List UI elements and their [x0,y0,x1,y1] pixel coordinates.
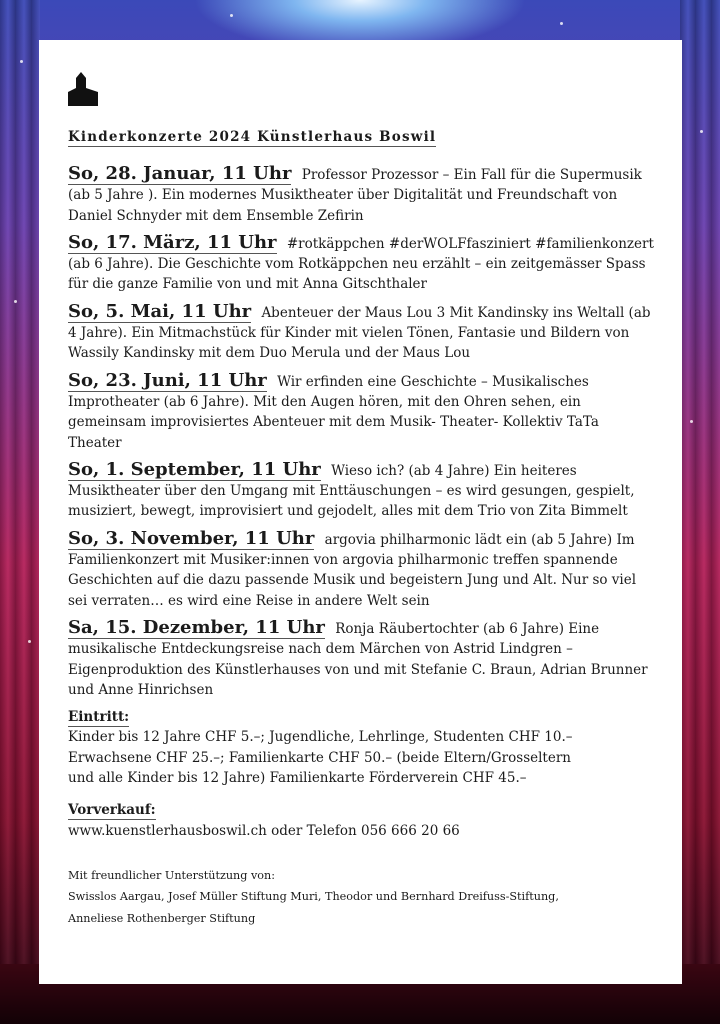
sparkle [700,130,703,133]
event-item [68,370,654,453]
sparkle [14,300,17,303]
admission-line: Erwachsene CHF 25.–; Familienkarte CHF 50.– (beide Eltern/Grosseltern [68,749,571,766]
event-item [68,232,654,295]
building-logo-icon [68,72,98,106]
program-card [39,40,682,984]
presale-section [68,800,654,841]
event-date: So, 17. März, 11 Uhr [68,231,277,253]
sponsors-title: Mit freundlicher Unterstützung von: [68,868,276,882]
sparkle [230,14,233,17]
event-date: So, 28. Januar, 11 Uhr [68,163,292,184]
event-item [68,528,654,611]
sparkle [560,22,563,25]
event-item [68,163,654,226]
page-title: Kinderkonzerte 2024 Künstlerhaus Boswil [68,129,437,145]
event-item [68,617,654,700]
presale-contact-link[interactable]: www.kuenstlerhausboswil.ch oder Telefon 056 666 20 66 [68,822,460,839]
sparkle [20,60,23,63]
sponsors-line: Swisslos Aargau, Josef Müller Stiftung Muri, Theodor und Bernhard Dreifuss-Stiftung, [68,890,559,904]
event-item [68,459,654,522]
event-date: So, 23. Juni, 11 Uhr [68,369,267,391]
sponsors-line: Anneliese Rothenberger Stiftung [68,911,256,925]
event-date: So, 3. November, 11 Uhr [68,527,315,549]
admission-section [68,707,654,788]
admission-line: und alle Kinder bis 12 Jahre) Familienkarte Förderverein CHF 45.– [68,770,527,787]
curtain-left [0,0,40,1024]
curtain-right [680,0,720,1024]
event-item [68,301,654,364]
admission-label: Eintritt: [68,709,130,726]
event-description: #rotkäppchen #derWOLFfasziniert #familienkonzert (ab 6 Jahre). Die Geschichte vom Rotkäppchen neu erzählt – ein zeitgemässer Spass für die ganze Familie von und mit Anna Gitschthaler [68,235,654,293]
sponsors-section [68,865,654,930]
event-description: Wir erfinden eine Geschichte – Musikalisches Improtheater (ab 6 Jahre). Mit den Augen hören, mit den Ohren sehen, ein gemeinsam improvisiertes Abenteuer mit dem Musik- Theater- Kollektiv TaTa Theater [68,373,599,451]
event-date: So, 5. Mai, 11 Uhr [68,300,252,322]
sparkle [690,420,693,423]
event-date: So, 1. September, 11 Uhr [68,458,321,480]
event-description: argovia philharmonic lädt ein (ab 5 Jahre) Im Familienkonzert mit Musiker:innen von argovia philharmonic treffen spannende Geschichten auf die dazu passende Musik und begeistern Jung und Alt. Nur so viel sei verraten… es wird eine Reise in andere Welt sein [68,531,637,609]
sparkle [28,640,31,643]
admission-line: Kinder bis 12 Jahre CHF 5.–; Jugendliche, Lehrlinge, Studenten CHF 10.– [68,729,573,746]
presale-label: Vorverkauf: [68,802,156,819]
event-date: Sa, 15. Dezember, 11 Uhr [68,616,325,638]
event-description: Abenteuer der Maus Lou 3 Mit Kandinsky ins Weltall (ab 4 Jahre). Ein Mitmachstück für Kinder mit vielen Tönen, Fantasie und Bildern von Wassily Kandinsky mit dem Duo Merula und der Maus Lou [68,304,651,362]
event-description: Ronja Räubertochter (ab 6 Jahre) Eine musikalische Entdeckungsreise nach dem Märchen von Astrid Lindgren – Eigenproduktion des Künstlerhauses von und mit Stefanie C. Braun, Adrian Brunner und Anne Hinrichsen [68,620,648,698]
event-description: Wieso ich? (ab 4 Jahre) Ein heiteres Musiktheater über den Umgang mit Enttäuschungen – es wird gesungen, gespielt, musiziert, bewegt, improvisiert und gejodelt, alles mit dem Trio von Zita Bimmelt [68,462,635,520]
event-description: Professor Prozessor – Ein Fall für die Supermusik (ab 5 Jahre ). Ein modernes Musiktheater über Digitalität und Freundschaft von Daniel Schnyder mit dem Ensemble Zefirin [68,167,642,224]
